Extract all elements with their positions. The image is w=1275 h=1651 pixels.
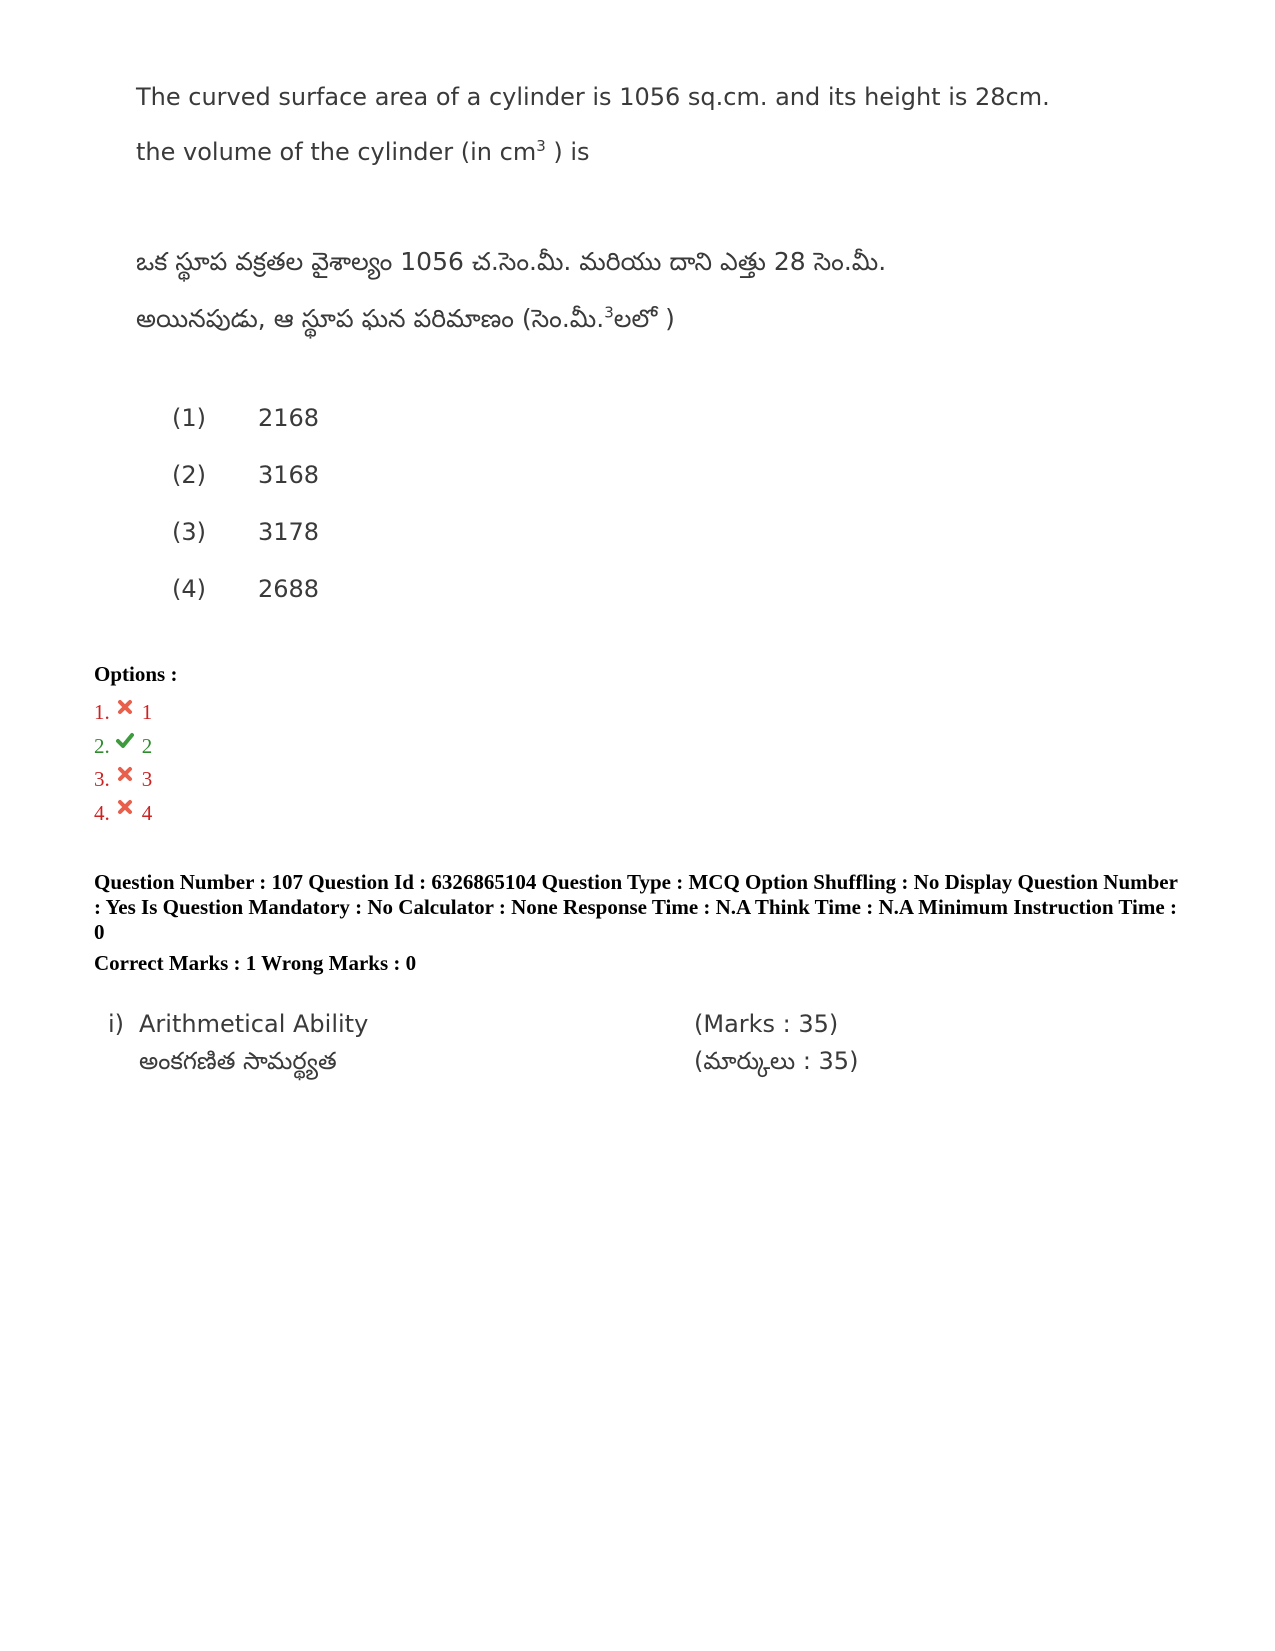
section-name-english: Arithmetical Ability (139, 1010, 369, 1038)
section-row-telugu (108, 1043, 1008, 1080)
cross-icon (116, 698, 134, 716)
option-index: 2. (94, 733, 110, 758)
section-marks-english: (Marks : 35) (694, 1010, 839, 1038)
marks-info: Correct Marks : 1 Wrong Marks : 0 (94, 951, 417, 975)
option-label: 1 (141, 700, 153, 724)
question-details: Question Number : 107 Question Id : 6326865104 Question Type : MCQ Option Shuffling : No Display Question Number : Yes Is Question Mandatory : No Calculator : None Response Time : N.A Think Time : N.A Minimum Instruction Time : 0 (94, 870, 1178, 944)
question-telugu-line2 (136, 290, 1136, 347)
question-telugu-superscript: 3 (604, 303, 614, 322)
choice-number: (2) (172, 461, 206, 489)
choice-row (172, 518, 319, 575)
option-index: 4. (94, 800, 110, 825)
question-english-line2 (136, 125, 1136, 180)
question-english-line2-suffix: ) is (545, 138, 590, 166)
options-title: Options : (94, 662, 178, 686)
choice-value: 2168 (258, 404, 320, 432)
option-item (94, 730, 177, 764)
question-english-line2-prefix: the volume of the cylinder (in cm (136, 138, 537, 166)
option-index: 3. (94, 767, 110, 791)
question-english-line1: The curved surface area of a cylinder is 1056 sq.cm. and its height is 28cm. (136, 83, 1050, 111)
choice-number: (3) (172, 518, 206, 546)
option-item (94, 696, 177, 730)
section-header (108, 1006, 1008, 1080)
choice-number: (4) (172, 575, 206, 603)
cross-icon (116, 798, 134, 816)
option-index: 1. (94, 700, 110, 724)
option-item (94, 797, 177, 831)
cross-icon (116, 765, 134, 783)
question-telugu-line2-prefix: అయినపుడు, ఆ స్థూప ఘన పరిమాణం (సెం.మీ. (136, 304, 605, 333)
question-meta (94, 870, 1184, 976)
option-item (94, 763, 177, 797)
section-number: i) (108, 1010, 125, 1038)
choice-row (172, 461, 319, 518)
option-label: 3 (141, 767, 153, 791)
choice-row (172, 575, 319, 632)
question-choices (172, 404, 319, 632)
question-telugu-line1: ఒక స్థూప వక్రతల వైశాల్యం 1056 చ.సెం.మీ. మరియు దాని ఎత్తు 28 సెం.మీ. (136, 247, 887, 276)
section-number-spacer (108, 1043, 139, 1080)
choice-number: (1) (172, 404, 206, 432)
question-telugu-line2-suffix: లలో ) (613, 304, 675, 333)
choice-value: 2688 (258, 575, 320, 603)
option-label: 2 (141, 733, 153, 758)
question-telugu (136, 233, 1136, 347)
question-english-superscript: 3 (536, 137, 546, 155)
question-english (136, 70, 1136, 180)
check-icon (116, 731, 134, 749)
section-marks-telugu: (మార్కులు : 35) (694, 1047, 859, 1075)
choice-value: 3178 (258, 518, 320, 546)
choice-row (172, 404, 319, 461)
answer-options (94, 662, 177, 830)
option-label: 4 (141, 800, 153, 825)
section-name-telugu: అంకగణిత సామర్థ్యత (139, 1047, 337, 1075)
choice-value: 3168 (258, 461, 320, 489)
section-row-english (108, 1006, 1008, 1043)
